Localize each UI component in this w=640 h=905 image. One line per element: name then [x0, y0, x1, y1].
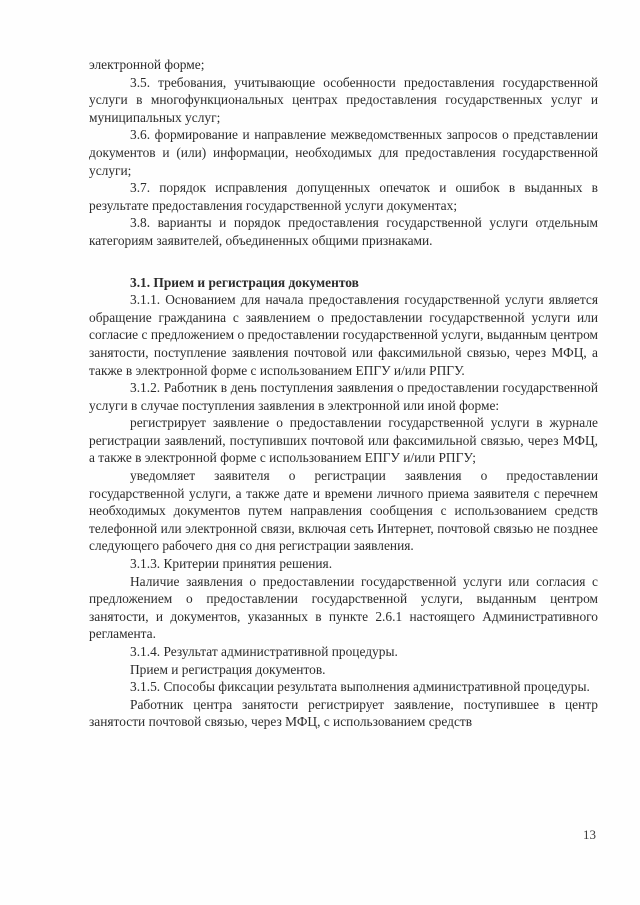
paragraph-result: Прием и регистрация документов.: [130, 661, 326, 677]
page-number: 13: [583, 827, 596, 842]
paragraph-3-1-1: 3.1.1. Основанием для начала предоставления государственной услуги является обращение гражданина с заявлением о предоставлении государственной услуги или согласие с предложением о предоставлении государственной услуги, выданным центром занятости, поступление заявления почтовой или факсимильной связью, через МФЦ, а также в электронной форме с использованием ЕПГУ и/или РПГУ.: [89, 292, 598, 378]
paragraph-notifies: уведомляет заявителя о регистрации заявления о предоставлении государственной услуги, а также дате и времени личного приема заявителя с перечнем необходимых документов путем направления сообщения с использованием средств телефонной или электронной связи, включая сеть Интернет, почтовой связью не позднее следующего рабочего дня со дня регистрации заявления.: [89, 468, 598, 554]
paragraph-3-5: 3.5. требования, учитывающие особенности предоставления государственной услуги в многофункциональных центрах предоставления государственных услуг и муниципальных услуг;: [89, 74, 598, 125]
paragraph-registers: регистрирует заявление о предоставлении государственной услуги в журнале регистрации заявлений, поступивших почтовой или факсимильной связью, через МФЦ, а также в электронной форме с использованием ЕПГУ и/или РПГУ;: [89, 415, 598, 466]
paragraph-3-7: 3.7. порядок исправления допущенных опечаток и ошибок в выданных в результате предоставления государственной услуги документах;: [89, 180, 598, 213]
paragraph-3-1-5: 3.1.5. Способы фиксации результата выполнения административной процедуры.: [130, 679, 590, 695]
paragraph-3-1-4: 3.1.4. Результат административной процедуры.: [130, 644, 398, 659]
paragraph-3-6: 3.6. формирование и направление межведомственных запросов о представлении документов и (или) информации, необходимых для предоставления государственной услуги;: [89, 127, 598, 178]
paragraph-3-1-2: 3.1.2. Работник в день поступления заявления о предоставлении государственной услуги в случае поступления заявления в электронной или иной форме:: [89, 380, 598, 413]
section-heading: 3.1. Прием и регистрация документов: [130, 274, 359, 290]
section-spacer: [89, 250, 598, 274]
paragraph: электронной форме;: [89, 57, 205, 72]
paragraph-3-8: 3.8. варианты и порядок предоставления государственной услуги отдельным категориям заявителей, объединенных общими признаками.: [89, 215, 598, 248]
paragraph-criteria: Наличие заявления о предоставлении государственной услуги или согласия с предложением о предоставлении государственной услуги, выданным центром занятости, и документов, указанных в пункте 2.6.1 настоящего Административного регламента.: [89, 573, 598, 642]
paragraph-fixation: Работник центра занятости регистрирует заявление, поступившее в центр занятости почтовой связью, через МФЦ, с использованием средств: [89, 696, 598, 730]
document-body: [89, 56, 598, 731]
paragraph-3-1-3: 3.1.3. Критерии принятия решения.: [130, 556, 333, 572]
